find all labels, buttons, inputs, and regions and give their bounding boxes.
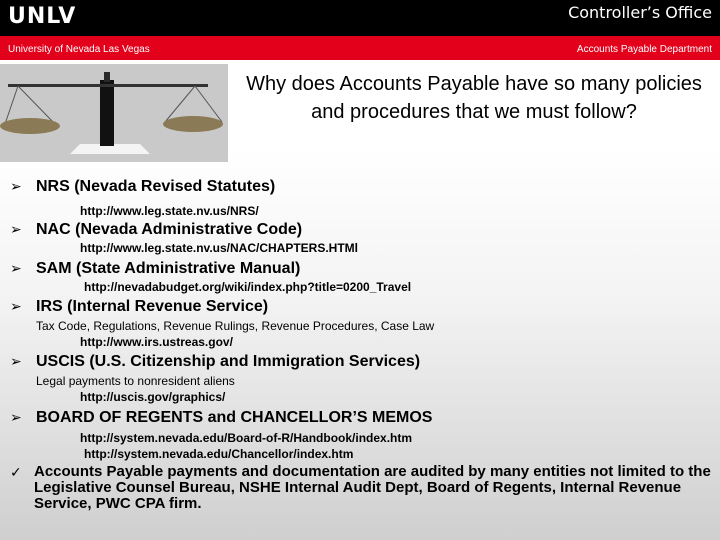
department-name: Accounts Payable Department bbox=[576, 44, 712, 55]
item-link[interactable]: http://www.leg.state.nv.us/NAC/CHAPTERS.HTMl bbox=[80, 241, 359, 255]
item-link[interactable]: http://nevadabudget.org/wiki/index.php?title=0200_Travel bbox=[84, 280, 412, 294]
subheader-bar bbox=[0, 36, 720, 60]
item-link[interactable]: http://www.leg.state.nv.us/NRS/ bbox=[80, 204, 259, 218]
arrow-bullet-icon: ➢ bbox=[10, 221, 22, 237]
arrow-bullet-icon: ➢ bbox=[10, 409, 22, 425]
balance-scale-icon bbox=[0, 64, 228, 162]
arrow-bullet-icon: ➢ bbox=[10, 298, 22, 314]
arrow-bullet-icon: ➢ bbox=[10, 353, 22, 369]
university-name: University of Nevada Las Vegas bbox=[8, 44, 150, 55]
header-bar bbox=[0, 0, 720, 36]
item-note: Legal payments to nonresident aliens bbox=[36, 374, 235, 388]
item-link[interactable]: http://system.nevada.edu/Board-of-R/Handbook/index.htm bbox=[80, 431, 413, 445]
arrow-bullet-icon: ➢ bbox=[10, 178, 22, 194]
arrow-bullet-icon: ➢ bbox=[10, 260, 22, 276]
slide-title: Why does Accounts Payable have so many policies and procedures that we must follow? bbox=[246, 73, 702, 123]
office-title: Controller’s Office bbox=[568, 3, 712, 22]
checkmark-icon: ✓ bbox=[10, 464, 22, 480]
item-link[interactable]: http://uscis.gov/graphics/ bbox=[80, 390, 226, 404]
item-note: Tax Code, Regulations, Revenue Rulings, Revenue Procedures, Case Law bbox=[36, 319, 435, 333]
brand-logo: UNLV bbox=[8, 4, 77, 29]
item-link[interactable]: http://system.nevada.edu/Chancellor/index.htm bbox=[84, 447, 354, 461]
item-link[interactable]: http://www.irs.ustreas.gov/ bbox=[80, 335, 233, 349]
